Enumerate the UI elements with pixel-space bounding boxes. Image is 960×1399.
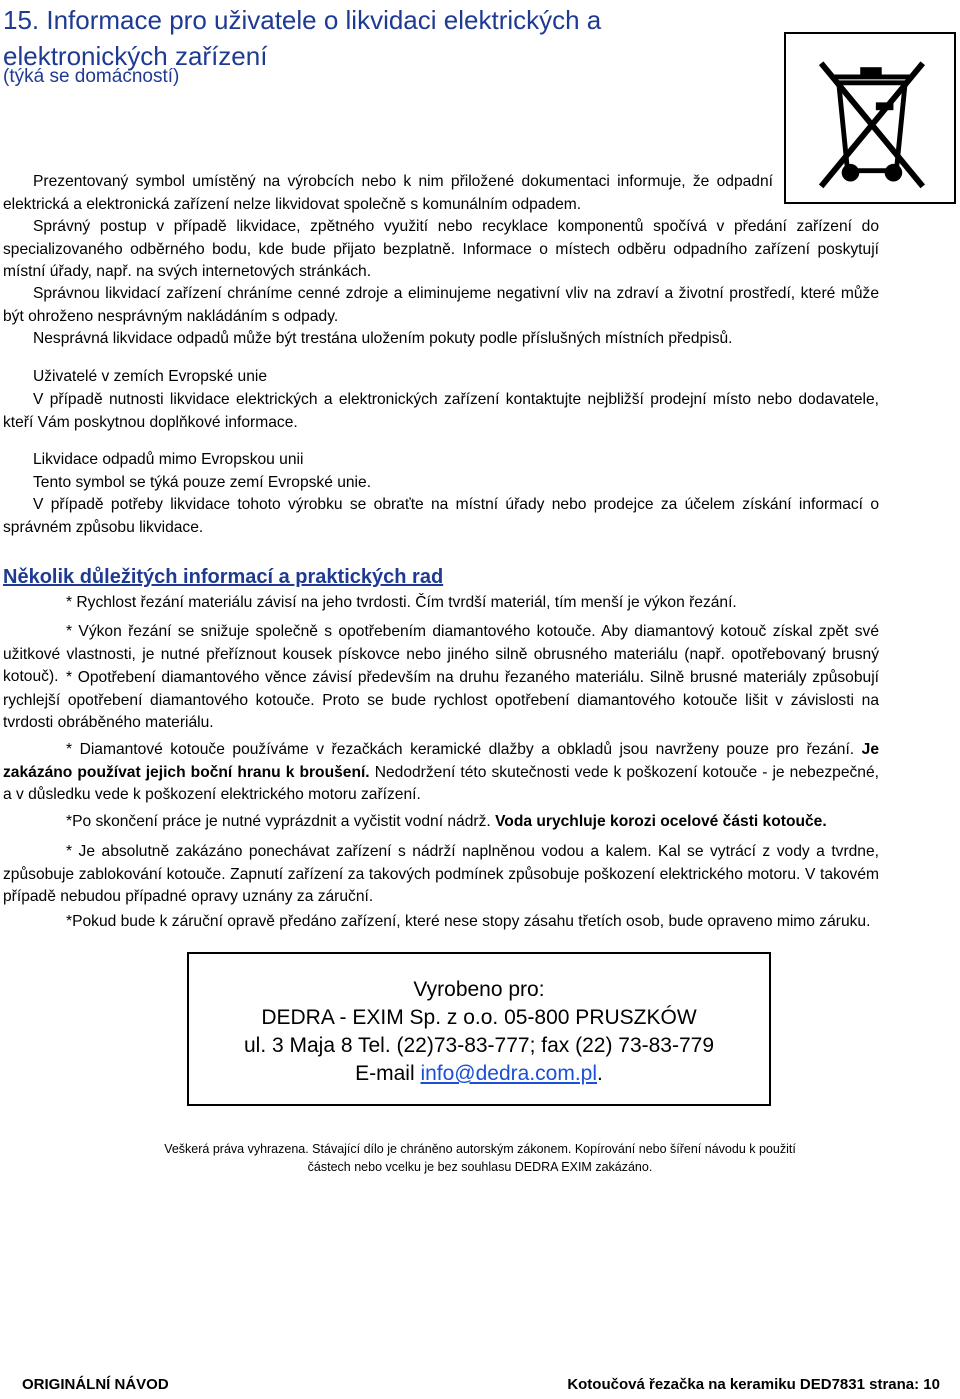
tip-4: * Diamantové kotouče používáme v řezačkách keramické dlažby a obkladů jsou navrženy pouze pro řezání. Je zakázáno používat jejich boční hranu k broušení. Nedodržení této skutečnosti vede k poškození kotouče - je nebezpečné, a v důsledku vede k poškození elektrického motoru zařízení. [3, 741, 879, 803]
manufacturer-email-line: E-mail info@dedra.com.pl. [355, 1062, 603, 1085]
footer-left: ORIGINÁLNÍ NÁVOD [22, 1376, 169, 1393]
non-eu-line-2: V případě potřeby likvidace tohoto výrobku se obraťte na místní úřady nebo prodejce za účelem získání informací o správném způsobu likvidace. [3, 496, 879, 536]
footer-right: Kotoučová řezačka na keramiku DED7831 strana: 10 [567, 1376, 940, 1393]
page-title: 15. Informace pro uživatele o likvidaci elektrických a elektronických zařízení [3, 5, 602, 71]
email-link[interactable]: info@dedra.com.pl [420, 1062, 598, 1085]
manufacturer-name: DEDRA - EXIM Sp. z o.o. 05-800 PRUSZKÓW [261, 1006, 697, 1029]
eu-users-title: Uživatelé v zemích Evropské unie [33, 368, 268, 385]
tip-7: *Pokud bude k záruční opravě předáno zařízení, které nese stopy zásahu třetích osob, bude opraveno mimo záruku. [66, 913, 871, 930]
eu-users-text: V případě nutnosti likvidace elektrických a elektronických zařízení kontaktujte nejbližší prodejní místo nebo dodavatele, kteří Vám poskytnou doplňkové informace. [3, 391, 879, 431]
tip-5: *Po skončení práce je nutné vyprázdnit a vyčistit vodní nádrž. Voda urychluje korozi ocelové části kotouče. [66, 813, 827, 830]
disposal-paragraph-4: Nesprávná likvidace odpadů může být trestána uložením pokuty podle příslušných místních předpisů. [33, 330, 733, 347]
practical-tips-title: Několik důležitých informací a praktických rad [3, 566, 444, 588]
tip-2: * Výkon řezání se snižuje společně s opotřebením diamantového kotouče. Aby diamantový kotouč získal zpět své užitkové vlastnosti, je nutné přeříznout kousek pískovce nebo jiného silně obrusného materiálu (např. opotřebovaný brusný kotouč). [3, 623, 879, 685]
tip-6: * Je absolutně zakázáno ponechávat zařízení s nádrží naplněnou vodou a kalem. Kal se vytrácí z vody a tvrdne, způsobuje zablokování kotouče. Zapnutí zařízení za takových podmínek způsobuje poškození elektrického motoru. V takovém případě nebudou případné opravy uznány za záruční. [3, 843, 879, 905]
non-eu-title: Likvidace odpadů mimo Evropskou unii [33, 451, 304, 468]
copyright-notice: Veškerá práva vyhrazena. Stávající dílo je chráněno autorským zákonem. Kopírování nebo šíření návodu k použití částech nebo vcelku je bez souhlasu DEDRA EXIM zakázáno. [164, 1142, 796, 1174]
disposal-paragraph-3: Správnou likvidací zařízení chráníme cenné zdroje a eliminujeme negativní vliv na zdraví a životní prostředí, které může být ohroženo nesprávným nakládáním s odpady. [3, 285, 879, 325]
disposal-paragraph-2: Správný postup v případě likvidace, zpětného využití nebo recyklace komponentů spočívá v předání zařízení do specializovaného odběrného bodu, kde bude přijato bezplatně. Informace o místech odběru odpadního zařízení poskytují místní úřady, např. na svých internetových stránkách. [3, 218, 879, 280]
disposal-paragraph-1: Prezentovaný symbol umístěný na výrobcích nebo k nim přiložené dokumentaci informuje, že odpadní elektrická a elektronická zařízení nelze likvidovat společně s komunálním odpadem. [3, 173, 773, 213]
crossed-out-wheelie-bin-icon [784, 32, 956, 204]
tip-1: * Rychlost řezání materiálu závisí na jeho tvrdosti. Čím tvrdší materiál, tím menší je výkon řezání. [66, 594, 737, 611]
non-eu-line-1: Tento symbol se týká pouze zemí Evropské unie. [33, 474, 372, 491]
manufacturer-box [187, 952, 771, 1106]
tip-3: * Opotřebení diamantového věnce závisí především na druhu řezaného materiálu. Silně brusné materiály způsobují rychlejší opotřebení diamantového kotouče. Proto se bude rychlost opotřebení diamantového kotouče lišit v závislosti na tvrdosti obráběného materiálu. [3, 669, 879, 731]
page-subtitle: (týká se domácností) [3, 66, 180, 87]
manufacturer-address: ul. 3 Maja 8 Tel. (22)73-83-777; fax (22) 73-83-779 [243, 1034, 715, 1057]
manufacturer-label: Vyrobeno pro: [413, 978, 545, 1001]
